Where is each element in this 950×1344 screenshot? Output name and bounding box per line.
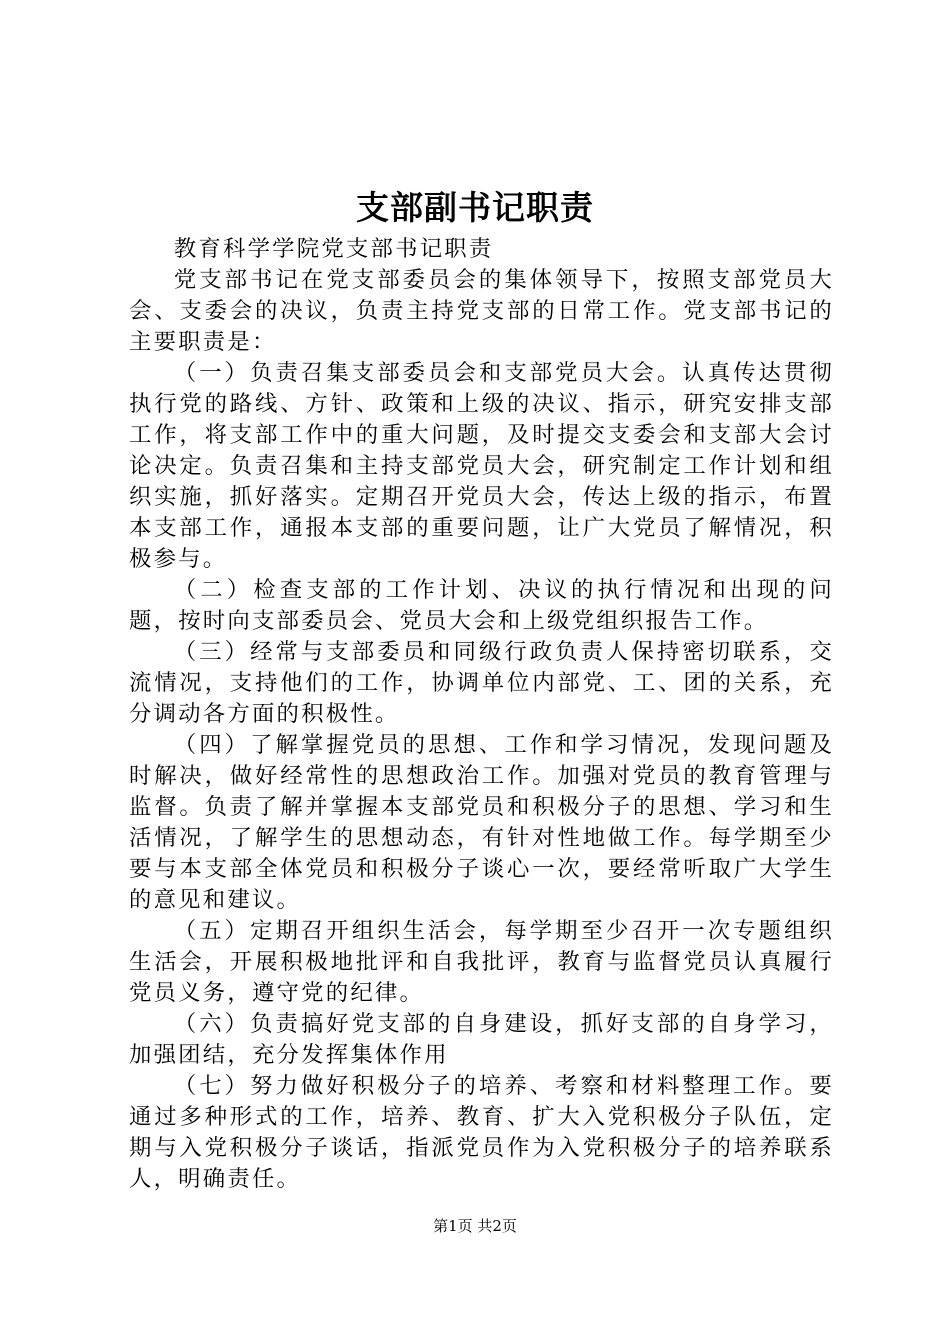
document-title: 支部副书记职责 bbox=[356, 188, 594, 227]
document-body bbox=[129, 234, 834, 1195]
paragraph-item-4: （四）了解掌握党员的思想、工作和学习情况，发现问题及时解决，做好经常性的思想政治工作。加强对党员的教育管理与监督。负责了解并掌握本支部党员和积极分子的思想、学习和生活情况，了解学生的思想动态，有针对性地做工作。每学期至少要与本支部全体党员和积极分子谈心一次，要经常听取广大学生的意见和建议。 bbox=[129, 732, 834, 913]
paragraph-item-3: （三）经常与支部委员和同级行政负责人保持密切联系，交流情况，支持他们的工作，协调单位内部党、工、团的关系，充分调动各方面的积极性。 bbox=[129, 639, 834, 727]
paragraph-item-7: （七）努力做好积极分子的培养、考察和材料整理工作。要通过多种形式的工作，培养、教育、扩大入党积极分子队伍，定期与入党积极分子谈话，指派党员作为入党积极分子的培养联系人，明确责任。 bbox=[129, 1073, 834, 1192]
paragraph-intro: 党支部书记在党支部委员会的集体领导下，按照支部党员大会、支委会的决议，负责主持党支部的日常工作。党支部书记的主要职责是： bbox=[129, 267, 834, 355]
paragraph-subtitle: 教育科学学院党支部书记职责 bbox=[173, 236, 494, 262]
paragraph-item-1: （一）负责召集支部委员会和支部党员大会。认真传达贯彻执行党的路线、方针、政策和上级的决议、指示，研究安排支部工作，将支部工作中的重大问题，及时提交支委会和支部大会讨论决定。负责召集和主持支部党员大会，研究制定工作计划和组织实施，抓好落实。定期召开党员大会，传达上级的指示，布置本支部工作，通报本支部的重要问题，让广大党员了解情况，积极参与。 bbox=[129, 360, 834, 572]
paragraph-item-2: （二）检查支部的工作计划、决议的执行情况和出现的问题，按时向支部委员会、党员大会和上级党组织报告工作。 bbox=[129, 577, 834, 634]
paragraph-item-6: （六）负责搞好党支部的自身建设，抓好支部的自身学习，加强团结，充分发挥集体作用 bbox=[129, 1011, 834, 1068]
paragraph-item-5: （五）定期召开组织生活会，每学期至少召开一次专题组织生活会，开展积极地批评和自我批评，教育与监督党员认真履行党员义务，遵守党的纪律。 bbox=[129, 918, 834, 1006]
page-number-footer: 第1页 共2页 bbox=[433, 1217, 517, 1235]
